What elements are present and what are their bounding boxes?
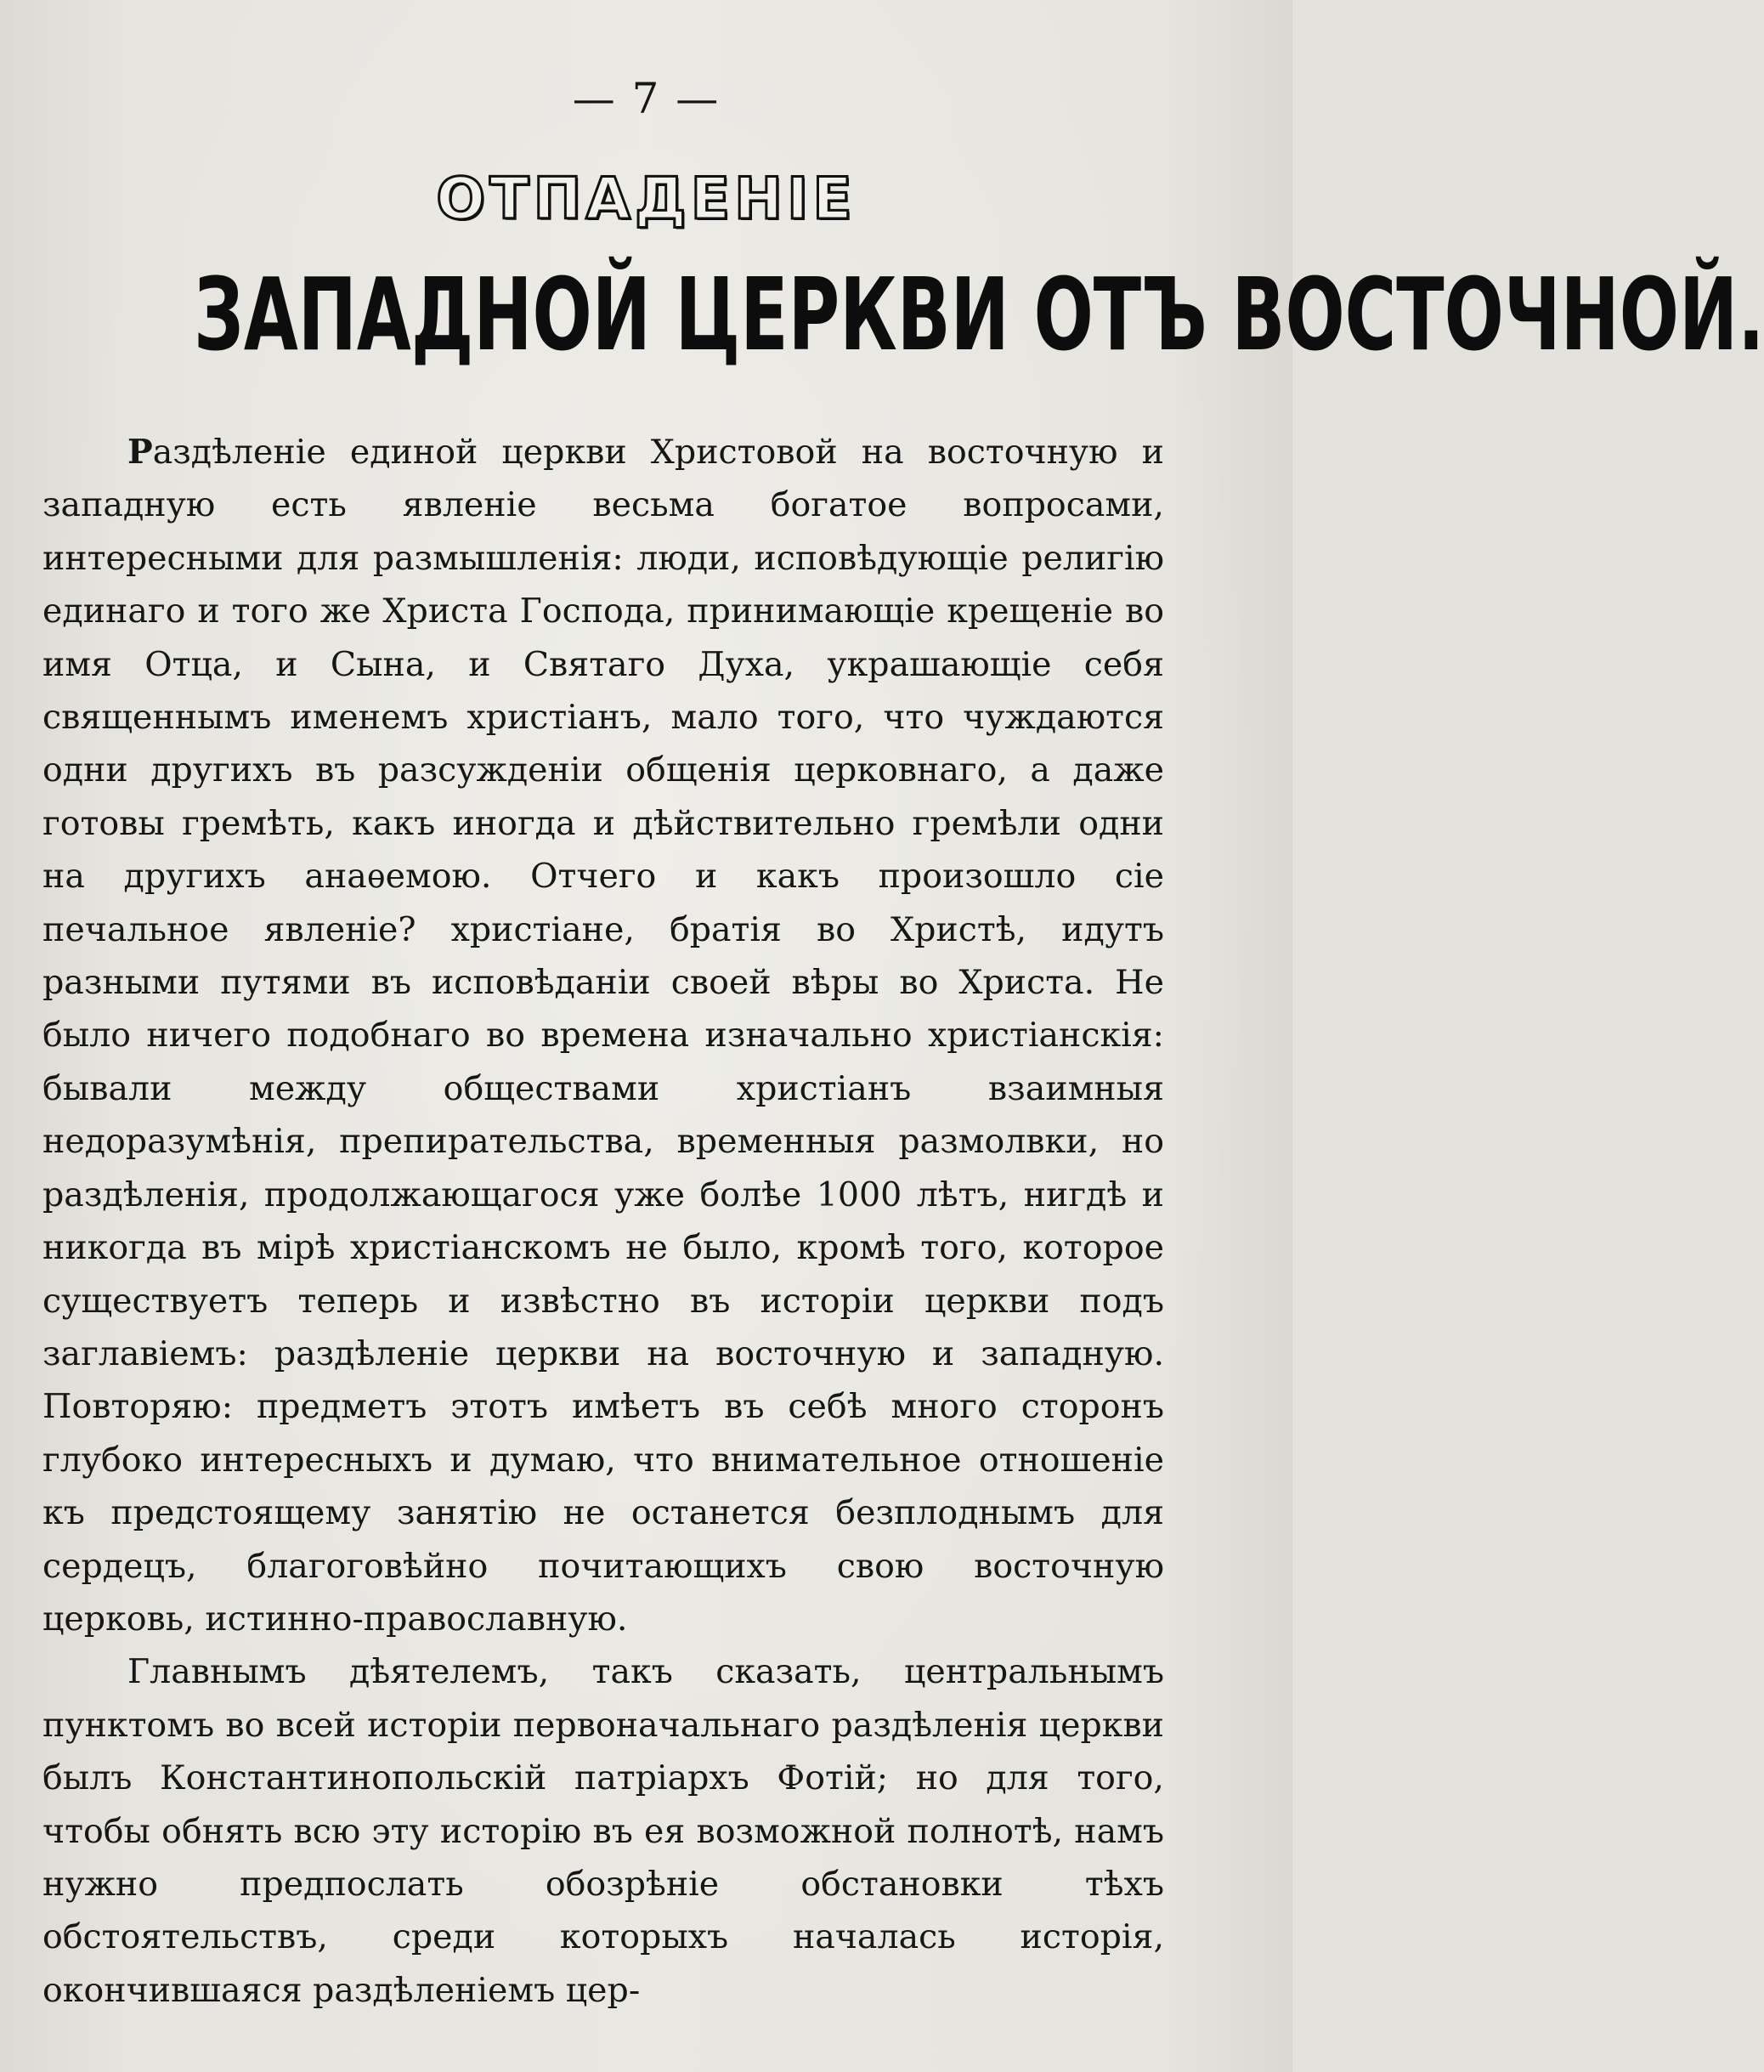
title-line-2: ЗАПАДНОЙ ЦЕРКВИ ОТЪ ВОСТОЧНОЙ. — [194, 256, 1764, 373]
paragraph-1 — [42, 426, 1164, 1645]
paragraph-1-text: аздѣленіе единой церкви Христовой на восточную и западную есть явленіе весьма богатое вопросами, интересными для размышленія: люди, исповѣдующіе религію единаго и того же Христа Господа, принимающіе крещеніе во имя Отца, и Сына, и Святаго Духа, украшающіе себя священнымъ именемъ христіанъ, мало того, что чуждаются одни другихъ въ разсужденіи общенія церковнаго, а даже готовы гремѣть, какъ иногда и дѣйствительно гремѣли одни на другихъ анаѳемою. Отчего и какъ произошло сіе печальное явленіе? христіане, братія во Христѣ, идутъ разными путями въ исповѣданіи своей вѣры во Христа. Не было ничего подобнаго во времена изначально христіанскія: бывали между обществами христіанъ взаимныя недоразумѣнія, препирательства, временныя размолвки, но раздѣленія, продолжающагося уже болѣе 1000 лѣтъ, нигдѣ и никогда въ мірѣ христіанскомъ не было, кромѣ того, которое существуетъ теперь и извѣстно въ исторіи церкви подъ заглавіемъ: раздѣленіе церкви на восточную и западную. Повторяю: предметъ этотъ имѣетъ въ себѣ много сторонъ глубоко интересныхъ и думаю, что внимательное отношеніе къ предстоящему занятію не останется безплоднымъ для сердецъ, благоговѣйно почитающихъ свою восточную церковь, истинно-православную. — [42, 433, 1164, 1639]
title-line-1: ОТПАДЕНІЕ — [436, 166, 857, 233]
paragraph-2: Главнымъ дѣятелемъ, такъ сказать, центральнымъ пунктомъ во всей исторіи первоначальнаго раздѣленія церкви былъ Константинопольскій патріархъ Фотій; но для того, чтобы обнять всю эту исторію въ ея возможной полнотѣ, намъ нужно предпослать обозрѣніе обстановки тѣхъ обстоятельствъ, среди которыхъ началась исторія, окончившаяся раздѣленіемъ цер- — [42, 1652, 1164, 2010]
page-number: — 7 — — [572, 74, 721, 123]
drop-initial: Р — [127, 433, 153, 472]
body-text — [42, 426, 1164, 2017]
